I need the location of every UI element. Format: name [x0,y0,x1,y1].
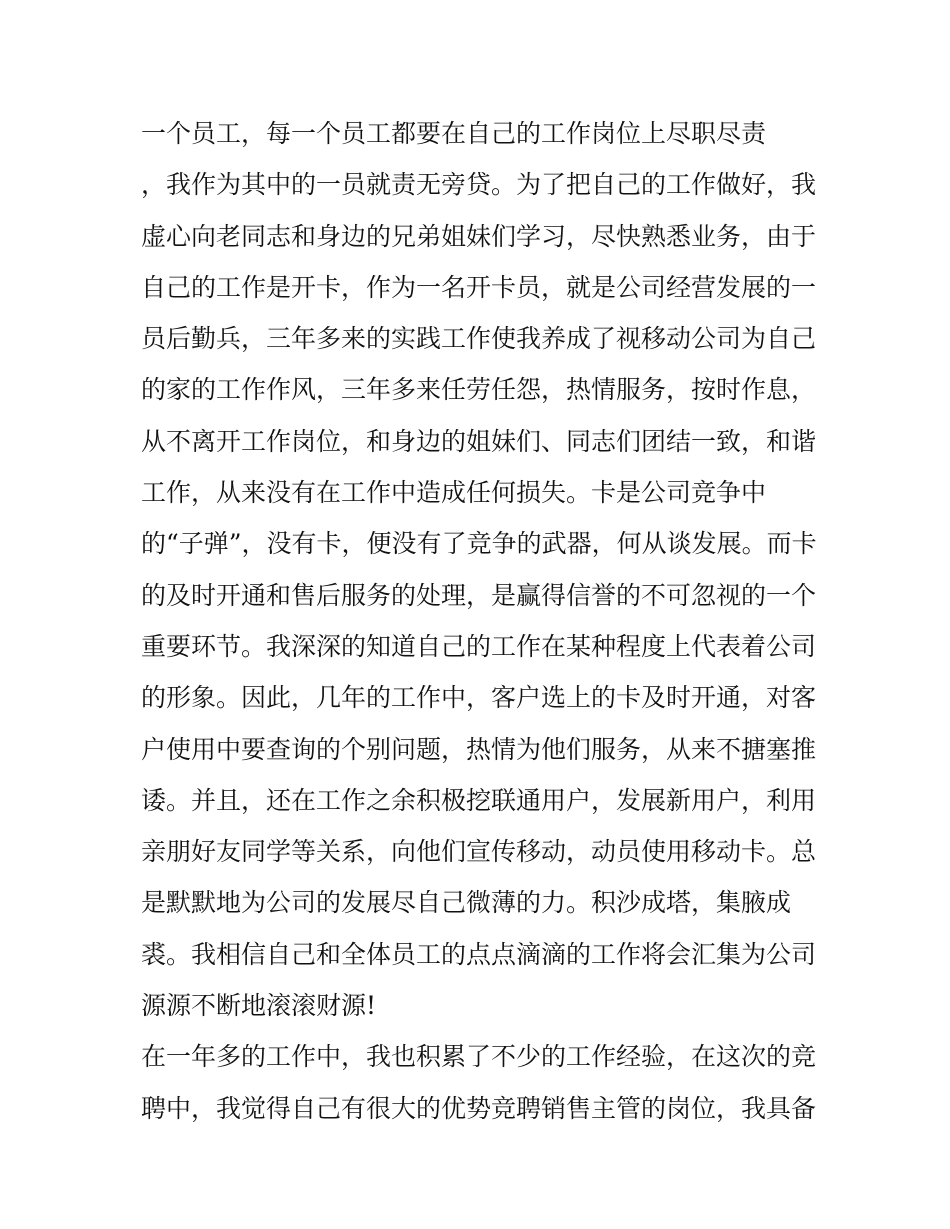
text-line: 重要环节。我深深的知道自己的工作在某种程度上代表着公司 [141,631,817,661]
text-line: 是默默地为公司的发展尽自己微薄的力。积沙成塔，集腋成 [141,888,792,918]
text-line: 自己的工作是开卡，作为一名开卡员，就是公司经营发展的一 [141,272,817,302]
text-line: 工作，从来没有在工作中造成任何损失。卡是公司竞争中 [141,478,767,508]
text-line: 从不离开工作岗位，和身边的姐妹们、同志们团结一致，和谐 [141,426,817,456]
text-line: 户使用中要查询的个别问题，热情为他们服务，从来不搪塞推 [141,734,817,764]
text-line: 的“子弹”，没有卡，便没有了竞争的武器，何从谈发展。而卡 [141,529,817,559]
text-line: 一个员工，每一个员工都要在自己的工作岗位上尽职尽责 [141,119,767,148]
text-line: 的及时开通和售后服务的处理，是赢得信誉的不可忽视的一个 [141,580,817,610]
text-line: 的形象。因此，几年的工作中，客户选上的卡及时开通，对客 [141,683,817,713]
text-line: 虚心向老同志和身边的兄弟姐妹们学习，尽快熟悉业务，由于 [141,221,817,251]
text-line: 在一年多的工作中，我也积累了不少的工作经验，在这次的竞 [141,1042,817,1072]
text-line: 诿。并且，还在工作之余积极挖联通用户，发展新用户，利用 [141,785,817,815]
body-text [141,108,821,1134]
text-line: 的家的工作作风，三年多来任劳任怨，热情服务，按时作息， [141,375,817,405]
text-line: 员后勤兵，三年多来的实践工作使我养成了视移动公司为自己 [141,324,817,354]
text-line: 亲朋好友同学等关系，向他们宣传移动，动员使用移动卡。总 [141,837,817,867]
text-line: 裘。我相信自己和全体员工的点点滴滴的工作将会汇集为公司 [141,939,817,969]
text-line: ，我作为其中的一员就责无旁贷。为了把自己的工作做好，我 [141,170,817,200]
text-line: 源源不断地滚滚财源! [141,991,377,1021]
text-line: 聘中，我觉得自己有很大的优势竞聘销售主管的岗位，我具备 [141,1093,817,1123]
